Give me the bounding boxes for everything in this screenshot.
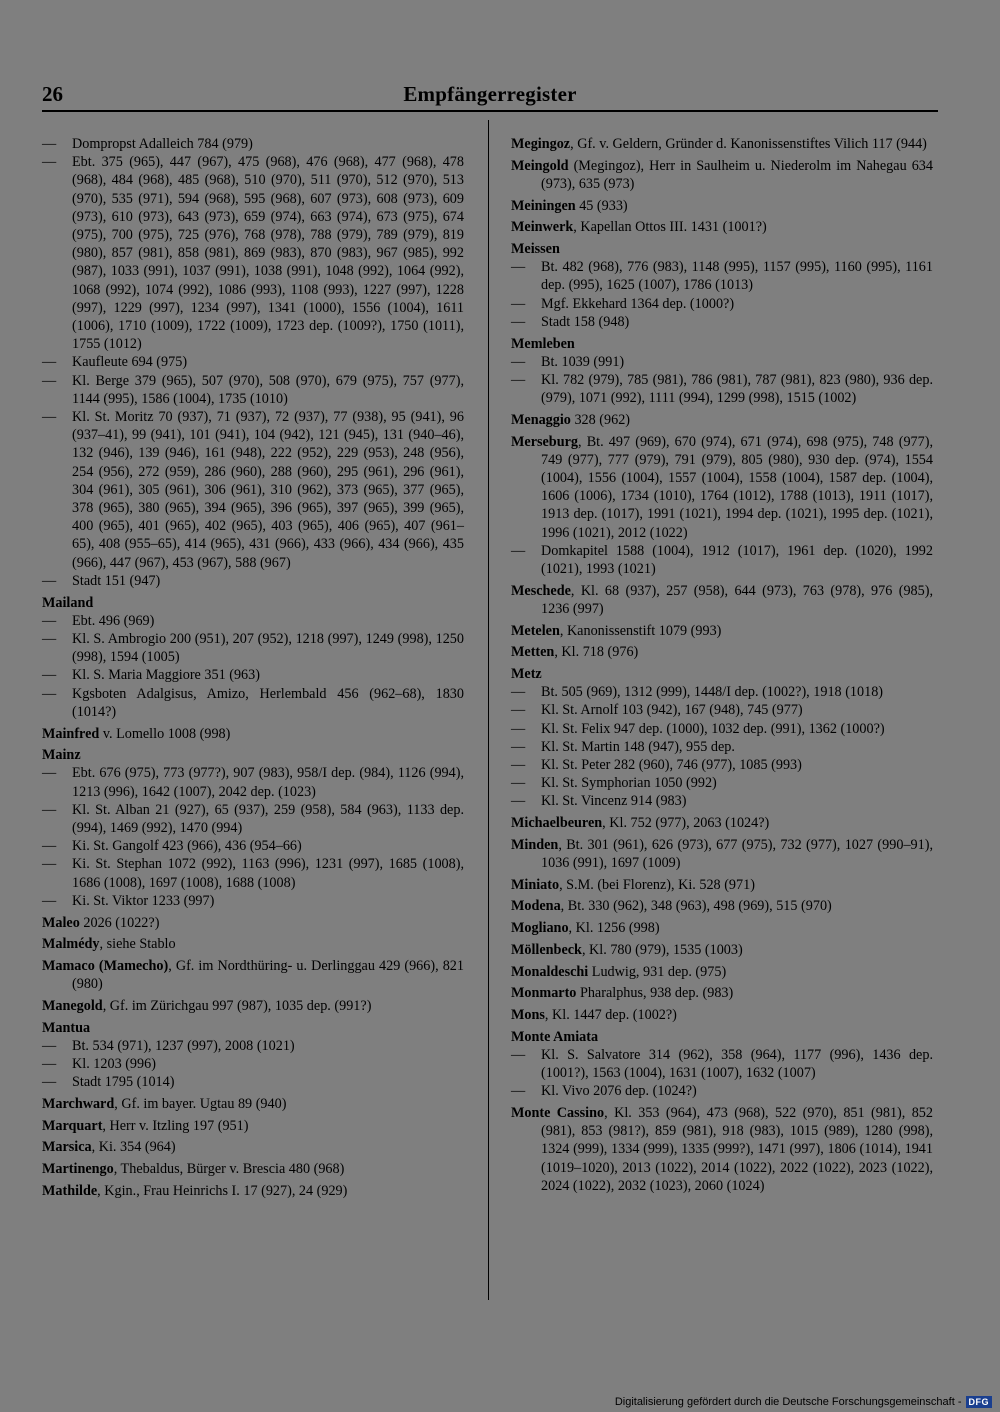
subentry-text: Ki. St. Gangolf 423 (966), 436 (954–66) [72,838,302,855]
subentry-text: Kl. S. Salvatore 314 (962), 358 (964), 1177 (996), 1436 dep. (1001?), 1563 (1004), 1631 (1007), 1632 (1007) [541,1046,933,1082]
entry-text: , Gf. im bayer. Ugtau 89 (940) [114,1095,287,1112]
header-rule [42,110,938,112]
index-entry [42,1160,464,1178]
subentry-text: Domkapitel 1588 (1004), 1912 (1017), 1961 dep. (1020), 1992 (1021), 1993 (1021) [541,542,933,577]
subentry-text: Dompropst Adalleich 784 (979) [72,136,253,152]
dash-marker: — [42,765,57,782]
entry-keyword: Metz [511,665,542,682]
entry-keyword: Mantua [42,1019,91,1036]
entry-keyword: Memleben [511,335,575,352]
entry-keyword: Meinwerk [511,219,574,236]
index-entry [511,218,933,236]
entry-keyword: Menaggio [511,411,571,428]
index-subentry [511,258,933,294]
entry-text: , Kl. 68 (937), 257 (958), 644 (973), 763 (978), 976 (985), 1236 (997) [541,582,933,617]
subentry-text: Bt. 482 (968), 776 (983), 1148 (995), 1157 (995), 1160 (995), 1161 dep. (995), 1625 (1007), 1786 (1013) [541,259,933,294]
entry-text: , Herr v. Itzling 197 (951) [102,1117,249,1134]
entry-text: , Kl. 353 (964), 473 (968), 522 (970), 851 (981), 852 (981), 853 (981?), 859 (981), 918 (983), 1015 (989), 1280 (998), 1324 (999), 1334 (999), 1335 (999?), 1471 (997), 1806 (1014), 1941 (1019–1020), 2013 (1022), 2014 (1022), 2022 (1022), 2023 (1022), 2024 (1022), 2032 (1023), 2060 (1024) [541,1104,933,1194]
index-entry [511,1006,933,1024]
index-heading [511,240,933,258]
dash-marker: — [42,136,57,152]
dash-marker: — [42,630,57,647]
entry-keyword: Maleo [42,914,80,931]
index-subentry [42,837,464,855]
entry-keyword: Mailand [42,594,94,611]
index-entry [511,411,933,429]
index-subentry [42,612,464,630]
entry-keyword: Marsica [42,1139,92,1156]
subentry-text: Kaufleute 694 (975) [72,354,188,371]
index-subentry [42,1037,464,1055]
subentry-text: Kl. S. Ambrogio 200 (951), 207 (952), 1218 (997), 1249 (998), 1250 (998), 1594 (1005) [72,630,464,666]
index-subentry [511,1082,933,1100]
subentry-text: Kl. 782 (979), 785 (981), 786 (981), 787 (981), 823 (980), 936 dep. (979), 1071 (992), 1111 (994), 1299 (998), 1515 (1002) [541,371,933,407]
entry-keyword: Minden [511,836,559,853]
dash-marker: — [511,793,526,810]
index-entry [42,957,464,993]
dash-marker: — [511,738,526,755]
subentry-text: Kl. S. Maria Maggiore 351 (963) [72,667,260,684]
page-title: Empfängerregister [403,82,577,106]
index-entry [511,135,933,153]
index-entry [511,876,933,894]
index-entry [511,1104,933,1195]
dash-marker: — [511,1046,526,1063]
entry-text: , Kgin., Frau Heinrichs I. 17 (927), 24 (929) [97,1182,348,1199]
dash-marker: — [42,612,57,629]
entry-text: , siehe Stablo [99,936,176,953]
index-subentry [42,1073,464,1091]
right-column [511,135,933,1198]
dash-marker: — [42,1074,57,1091]
subentry-text: Bt. 1039 (991) [541,353,625,370]
entry-keyword: Megingoz [511,136,571,152]
dash-marker: — [42,572,57,589]
subentry-text: Kl. St. Peter 282 (960), 746 (977), 1085 (993) [541,757,802,773]
entry-keyword: Monaldeschi [511,963,589,980]
index-entry [511,963,933,981]
index-entry [42,1182,464,1200]
index-subentry [42,666,464,684]
index-subentry [511,371,933,407]
dash-marker: — [511,1083,526,1100]
entry-keyword: Mogliano [511,920,569,937]
index-subentry [511,542,933,578]
subentry-text: Kl. St. Arnolf 103 (942), 167 (948), 745 (977) [541,702,803,719]
index-subentry [511,720,933,738]
subentry-text: Bt. 505 (969), 1312 (999), 1448/I dep. (1002?), 1918 (1018) [541,684,884,701]
index-entry [42,1095,464,1113]
dash-marker: — [511,542,526,559]
entry-keyword: Metten [511,644,555,661]
index-subentry [42,572,464,590]
entry-text: , Ki. 354 (964) [91,1139,176,1156]
index-heading [42,746,464,764]
subentry-text: Kl. St. Martin 148 (947), 955 dep. [541,738,735,755]
entry-text: , Bt. 330 (962), 348 (963), 498 (969), 515 (970) [560,898,832,915]
index-subentry [42,801,464,837]
index-entry [511,984,933,1002]
entry-keyword: Mainz [42,747,81,764]
index-entry [511,622,933,640]
page-header [42,82,938,110]
dash-marker: — [42,801,57,818]
footer [615,1396,992,1408]
entry-keyword: Marchward [42,1095,115,1112]
subentry-text: Kl. St. Symphorian 1050 (992) [541,775,717,792]
index-subentry [42,1055,464,1073]
index-subentry [42,630,464,666]
entry-keyword: Metelen [511,622,560,639]
subentry-text: Kl. 1203 (996) [72,1055,156,1072]
index-entry [42,1138,464,1156]
entry-text: , Kapellan Ottos III. 1431 (1001?) [573,219,767,236]
index-heading [511,335,933,353]
subentry-text: Bt. 534 (971), 1237 (997), 2008 (1021) [72,1037,295,1054]
subentry-text: Kgsboten Adalgisus, Amizo, Herlembald 456 (962–68), 1830 (1014?) [72,685,464,720]
index-subentry [511,295,933,313]
entry-text: , Gf. im Zürichgau 997 (987), 1035 dep. (991?) [102,997,372,1014]
entry-text: 328 (962) [570,411,631,428]
entry-keyword: Modena [511,898,561,915]
entry-keyword: Meingold [511,157,569,174]
index-subentry [42,764,464,800]
entry-text: , S.M. (bei Florenz), Ki. 528 (971) [559,876,755,893]
subentry-text: Kl. St. Alban 21 (927), 65 (937), 259 (958), 584 (963), 1133 dep. (994), 1469 (992), 1470 (994) [72,801,464,837]
footer-text: Digitalisierung gefördert durch die Deutsche Forschungsgemeinschaft - [614,1396,962,1408]
entry-text: (Megingoz), Herr in Saulheim u. Niederolm im Nahegau 634 (973), 635 (973) [541,157,933,192]
index-subentry [42,892,464,910]
index-entry [511,433,933,542]
index-entry [511,836,933,872]
index-subentry [511,756,933,774]
index-entry [511,814,933,832]
subentry-text: Kl. Vivo 2076 dep. (1024?) [541,1083,697,1100]
subentry-text: Ebt. 375 (965), 447 (967), 475 (968), 476 (968), 477 (968), 478 (968), 484 (968), 485 (968), 510 (970), 511 (970), 512 (970), 513 (970), 535 (971), 594 (968), 595 (968), 607 (973), 608 (973), 609 (973), 610 (973), 643 (973), 659 (974), 663 (974), 673 (975), 674 (975), 700 (975), 725 (976), 768 (978), 788 (979), 789 (979), 819 (980), 857 (981), 858 (981), 869 (983), 870 (983), 967 (985), 992 (987), 1033 (991), 1037 (991), 1038 (991), 1048 (992), 1064 (992), 1068 (992), 1074 (992), 1086 (993), 1108 (993), 1227 (997), 1228 (997), 1229 (997), 1234 (997), 1341 (1000), 1556 (1004), 1611 (1006), 1710 (1009), 1722 (1009), 1723 dep. (1009?), 1750 (1011), 1755 (1012) [72,154,464,353]
dash-marker: — [511,720,526,737]
index-heading [511,665,933,683]
subentry-text: Stadt 158 (948) [541,313,630,330]
dash-marker: — [511,259,526,276]
dash-marker: — [42,1055,57,1072]
index-entry [511,197,933,215]
entry-keyword: Marquart [42,1117,103,1134]
index-subentry [511,353,933,371]
entry-keyword: Mainfred [42,725,100,742]
entry-keyword: Michaelbeuren [511,815,603,832]
index-entry [511,643,933,661]
subentry-text: Kl. St. Moritz 70 (937), 71 (937), 72 (937), 77 (938), 95 (941), 96 (937–41), 99 (941), 101 (941), 104 (942), 121 (945), 131 (940–46), 132 (946), 139 (946), 161 (948), 222 (952), 229 (953), 248 (956), 254 (956), 272 (959), 286 (960), 288 (960), 295 (961), 296 (961), 304 (961), 305 (961), 306 (961), 310 (962), 373 (965), 377 (965), 378 (965), 380 (965), 394 (965), 396 (965), 397 (965), 399 (965), 400 (965), 401 (965), 402 (965), 403 (965), 406 (965), 407 (961–65), 408 (955–65), 414 (965), 431 (966), 433 (966), 434 (966), 435 (966), 447 (967), 453 (967), 588 (967) [72,409,464,571]
dash-marker: — [511,775,526,792]
index-subentry [511,774,933,792]
entry-keyword: Monmarto [511,985,577,1002]
index-subentry [511,738,933,756]
subentry-text: Stadt 151 (947) [72,572,161,589]
dash-marker: — [42,409,57,426]
subentry-text: Kl. St. Felix 947 dep. (1000), 1032 dep. (991), 1362 (1000?) [541,720,885,737]
index-subentry [42,153,464,353]
entry-keyword: Meschede [511,582,571,599]
index-heading [42,1019,464,1037]
dash-marker: — [42,838,57,855]
index-subentry [42,135,464,153]
dfg-logo: DFG [966,1396,993,1408]
column-divider [488,120,489,1300]
entry-keyword: Mamaco (Mamecho) [42,957,169,974]
index-subentry [511,701,933,719]
index-entry [511,157,933,193]
index-heading [511,1028,933,1046]
index-subentry [42,353,464,371]
entry-keyword: Mons [511,1006,545,1023]
entry-text: , Gf. v. Geldern, Gründer d. Kanonissenstiftes Vilich 117 (944) [570,136,927,152]
dash-marker: — [42,667,57,684]
dash-marker: — [42,892,57,909]
entry-keyword: Martinengo [42,1160,114,1177]
index-entry [511,919,933,937]
entry-text: Ludwig, 931 dep. (975) [588,963,727,980]
entry-keyword: Möllenbeck [511,941,582,958]
dash-marker: — [42,1037,57,1054]
index-subentry [511,313,933,331]
index-subentry [42,408,464,572]
index-entry [42,1117,464,1135]
dash-marker: — [511,353,526,370]
index-entry [42,997,464,1015]
subentry-text: Kl. St. Vincenz 914 (983) [541,793,687,810]
entry-text: v. Lomello 1008 (998) [99,725,231,742]
entry-text: , Kl. 718 (976) [554,644,639,661]
entry-keyword: Manegold [42,997,103,1014]
entry-keyword: Malmédy [42,936,100,953]
subentry-text: Ebt. 676 (975), 773 (977?), 907 (983), 958/I dep. (984), 1126 (994), 1213 (996), 1642 (1007), 2042 dep. (1023) [72,765,464,800]
index-entry [511,897,933,915]
dash-marker: — [511,371,526,388]
index-entry [42,935,464,953]
index-subentry [511,1046,933,1082]
entry-text: , Kl. 752 (977), 2063 (1024?) [602,815,770,832]
index-entry [511,582,933,618]
entry-text: Pharalphus, 938 dep. (983) [576,985,734,1002]
entry-text: , Kl. 1256 (998) [568,920,660,937]
entry-text: , Thebaldus, Bürger v. Brescia 480 (968) [113,1160,345,1177]
index-subentry [511,792,933,810]
entry-text: , Bt. 497 (969), 670 (974), 671 (974), 698 (975), 748 (977), 749 (977), 777 (979), 791 (979), 805 (980), 930 dep. (974), 1554 (1004), 1556 (1004), 1557 (1004), 1558 (1004), 1587 dep. (1004), 1606 (1006), 1734 (1010), 1764 (1012), 1788 (1013), 1911 (1017), 1913 dep. (1017), 1991 (1021), 1994 dep. (1021), 1995 dep. (1021), 1996 (1021), 2012 (1022) [541,433,933,541]
entry-text: 45 (933) [575,197,628,214]
index-entry [42,914,464,932]
index-entry [511,941,933,959]
dash-marker: — [42,685,57,702]
subentry-text: Stadt 1795 (1014) [72,1074,175,1091]
entry-keyword: Merseburg [511,433,578,450]
dash-marker: — [511,684,526,701]
dash-marker: — [42,856,57,873]
entry-keyword: Mathilde [42,1182,98,1199]
dash-marker: — [511,702,526,719]
subentry-text: Ki. St. Stephan 1072 (992), 1163 (996), 1231 (997), 1685 (1008), 1686 (1008), 1697 (1008), 1688 (1008) [72,856,464,891]
left-column [42,135,464,1203]
page-number: 26 [42,82,63,106]
entry-keyword: Monte Amiata [511,1028,599,1045]
index-subentry [42,855,464,891]
subentry-text: Kl. Berge 379 (965), 507 (970), 508 (970), 679 (975), 757 (977), 1144 (995), 1586 (1004), 1735 (1010) [72,372,464,407]
entry-text: , Gf. im Nordthüring- u. Derlinggau 429 (966), 821 (980) [72,957,464,993]
dash-marker: — [42,154,57,171]
entry-text: , Kl. 1447 dep. (1002?) [544,1006,677,1023]
dash-marker: — [511,295,526,312]
subentry-text: Ebt. 496 (969) [72,612,155,629]
index-subentry [511,683,933,701]
entry-text: 2026 (1022?) [79,914,160,931]
dash-marker: — [42,372,57,389]
dash-marker: — [42,354,57,371]
index-entry [42,725,464,743]
entry-text: , Kl. 780 (979), 1535 (1003) [581,941,743,958]
entry-keyword: Meiningen [511,197,576,214]
index-subentry [42,685,464,721]
entry-keyword: Miniato [511,876,560,893]
entry-text: , Kanonissenstift 1079 (993) [559,622,722,639]
entry-keyword: Meissen [511,241,560,258]
index-subentry [42,372,464,408]
entry-text: , Bt. 301 (961), 626 (973), 677 (975), 732 (977), 1027 (990–91), 1036 (991), 1697 (1009) [541,836,933,872]
entry-keyword: Monte Cassino [511,1104,605,1121]
dash-marker: — [511,313,526,330]
subentry-text: Ki. St. Viktor 1233 (997) [72,892,215,909]
dash-marker: — [511,757,526,773]
subentry-text: Mgf. Ekkehard 1364 dep. (1000?) [541,295,735,312]
index-heading [42,594,464,612]
